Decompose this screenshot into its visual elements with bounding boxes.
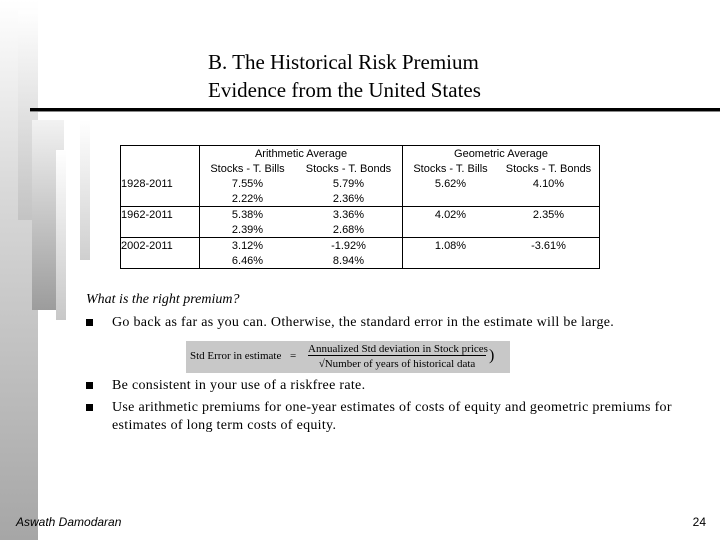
period-cell: 1928-2011 — [121, 176, 200, 191]
table-row — [121, 191, 600, 207]
value-cell: 7.55% — [200, 176, 296, 191]
bullet-text: Be consistent in your use of a riskfree rate. — [112, 378, 366, 393]
square-bullet-icon — [86, 404, 93, 411]
risk-premium-table — [120, 145, 600, 269]
value-cell: 2.22% — [200, 191, 296, 207]
value-cell: 3.12% — [200, 238, 296, 254]
bullet-text: Use arithmetic premiums for one-year estimates of costs of equity and geometric premiums for estimates of long term costs of equity. — [112, 400, 672, 433]
value-cell: 5.38% — [200, 207, 296, 223]
table-row — [121, 222, 600, 238]
table-row — [121, 176, 600, 191]
subheader-cell: Stocks - T. Bonds — [498, 161, 600, 176]
formula-lhs: Std Error in estimate — [190, 350, 282, 362]
value-cell: 1.08% — [403, 238, 499, 254]
value-cell: 5.79% — [332, 177, 365, 190]
slide-title — [208, 48, 628, 104]
author-name: Aswath Damodaran — [16, 515, 122, 529]
title-divider — [30, 108, 720, 111]
period-cell: 2002-2011 — [121, 238, 200, 254]
value-cell: 4.02% — [403, 207, 499, 223]
table-row — [121, 238, 600, 254]
value-cell: 2.35% — [498, 207, 600, 223]
value-cell: 6.46% — [200, 253, 296, 269]
value-cell: 4.10% — [498, 176, 600, 191]
value-cell: 5.62% — [403, 176, 499, 191]
table-row — [121, 207, 600, 223]
table-corner-cell — [121, 161, 200, 176]
period-cell — [121, 253, 200, 269]
formula-numerator: Annualized Std deviation in Stock prices — [308, 343, 488, 355]
subheader-cell: Stocks - T. Bonds — [305, 162, 392, 175]
square-bullet-icon — [86, 319, 93, 326]
value-cell — [498, 222, 600, 238]
subheader-cell: Stocks - T. Bills — [403, 161, 499, 176]
table-header-row — [121, 146, 600, 162]
arithmetic-average-header: Arithmetic Average — [200, 146, 403, 162]
period-cell — [121, 222, 200, 238]
period-cell: 1962-2011 — [121, 207, 200, 223]
square-bullet-icon — [86, 382, 93, 389]
value-cell: 2.36% — [295, 191, 403, 207]
value-cell: -3.61% — [498, 238, 600, 254]
slide-title-line-1: B. The Historical Risk Premium — [208, 50, 479, 74]
slide-title-line-2: Evidence from the United States — [208, 78, 481, 102]
page-number: 24 — [692, 515, 706, 529]
table-subheader-row — [121, 161, 600, 176]
value-cell — [403, 253, 499, 269]
subheader-cell: Stocks - T. Bills — [200, 161, 296, 176]
value-cell: 2.68% — [295, 222, 403, 238]
value-cell — [403, 222, 499, 238]
formula-denominator: √Number of years of historical data — [318, 358, 476, 370]
value-cell — [403, 191, 499, 207]
value-cell: 3.36% — [332, 208, 365, 221]
question-text: What is the right premium? — [86, 292, 240, 307]
table-corner-cell — [121, 146, 200, 162]
decorative-bar — [80, 120, 90, 260]
std-error-formula — [186, 341, 510, 373]
period-cell — [121, 191, 200, 207]
value-cell — [498, 253, 600, 269]
decorative-bar — [56, 150, 66, 320]
value-cell: 8.94% — [295, 253, 403, 269]
value-cell: -1.92% — [331, 239, 366, 252]
formula-equals: = — [290, 350, 297, 362]
value-cell — [498, 191, 600, 207]
table-row — [121, 253, 600, 269]
value-cell: 2.39% — [200, 222, 296, 238]
formula-close-paren: ) — [489, 347, 495, 364]
bullet-text: Go back as far as you can. Otherwise, the standard error in the estimate will be large. — [112, 315, 615, 330]
geometric-average-header: Geometric Average — [403, 146, 600, 162]
